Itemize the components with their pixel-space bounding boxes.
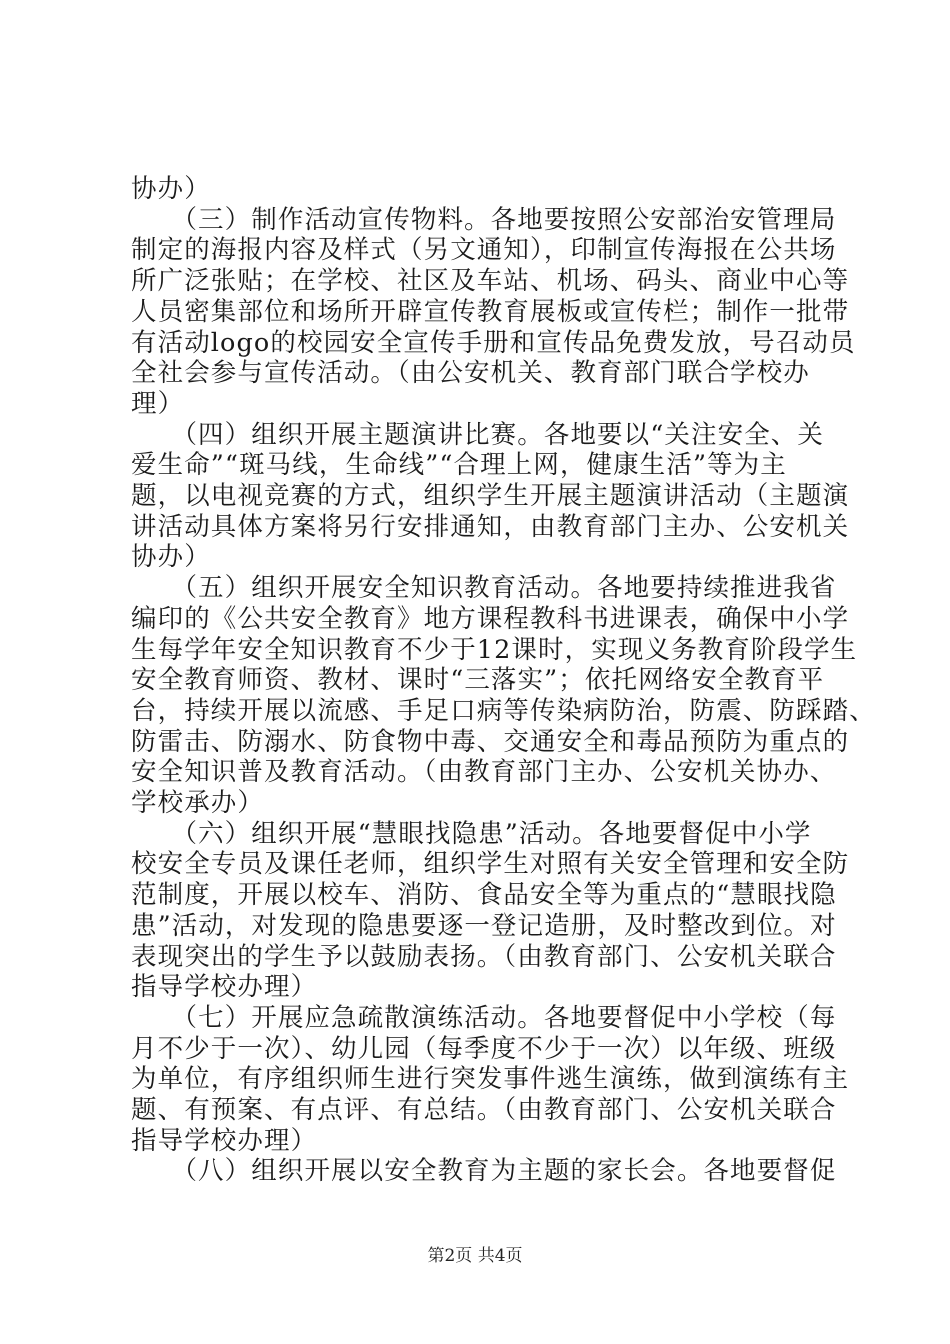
body-text-line: 爱生命”“斑马线，生命线”“合理上网，健康生活”等为主 xyxy=(131,450,787,481)
body-text-line: 防雷击、防溺水、防食物中毒、交通安全和毒品预防为重点的 xyxy=(131,726,850,757)
page-number-footer: 第2页 共4页 xyxy=(427,1246,523,1266)
body-text-line: 题、有预案、有点评、有总结。（由教育部门、公安机关联合 xyxy=(131,1095,837,1125)
body-text-line: 讲活动具体方案将另行安排通知，由教育部门主办、公安机关 xyxy=(131,511,850,542)
body-text-line: （八）组织开展以安全教育为主题的家长会。各地要督促 xyxy=(131,1156,837,1187)
body-text-line: 生每学年安全知识教育不少于12课时，实现义务教育阶段学生 xyxy=(131,634,858,665)
body-text-line: 为单位，有序组织师生进行突发事件逃生演练，做到演练有主 xyxy=(131,1064,850,1095)
body-text-line: 题，以电视竞赛的方式，组织学生开展主题演讲活动（主题演 xyxy=(131,481,850,511)
body-text-line: （四）组织开展主题演讲比赛。各地要以“关注安全、关 xyxy=(131,419,824,450)
body-text-line: 台，持续开展以流感、手足口病等传染病防治，防震、防踩踏、 xyxy=(131,695,876,726)
body-text-line: 协办） xyxy=(131,174,211,204)
body-text-line: 指导学校办理） xyxy=(131,1125,318,1156)
body-text-line: 患”活动，对发现的隐患要逐一登记造册，及时整改到位。对 xyxy=(131,910,837,941)
body-text-line: 编印的《公共安全教育》地方课程教科书进课表，确保中小学 xyxy=(131,603,850,634)
body-text-line: 指导学校办理） xyxy=(131,972,318,1003)
body-text-line: （五）组织开展安全知识教育活动。各地要持续推进我省 xyxy=(131,573,837,604)
body-text-line: 表现突出的学生予以鼓励表扬。（由教育部门、公安机关联合 xyxy=(131,941,837,972)
body-text-line: 人员密集部位和场所开辟宣传教育展板或宣传栏；制作一批带 xyxy=(131,296,850,327)
body-text-line: （三）制作活动宣传物料。各地要按照公安部治安管理局 xyxy=(131,204,837,235)
body-text-line: 全社会参与宣传活动。（由公安机关、教育部门联合学校办 xyxy=(131,358,810,389)
body-text-line: （六）组织开展“慧眼找隐患”活动。各地要督促中小学 xyxy=(131,818,812,849)
body-text-line: 安全知识普及教育活动。（由教育部门主办、公安机关协办、 xyxy=(131,757,837,788)
body-text-line: 校安全专员及课任老师，组织学生对照有关安全管理和安全防 xyxy=(131,849,850,880)
body-text-line: 安全教育师资、教材、课时“三落实”；依托网络安全教育平 xyxy=(131,665,825,696)
body-text-line: 协办） xyxy=(131,542,211,573)
body-text-line: 所广泛张贴；在学校、社区及车站、机场、码头、商业中心等 xyxy=(131,266,850,297)
body-text-line: 制定的海报内容及样式（另文通知），印制宣传海报在公共场 xyxy=(131,235,837,266)
body-text-line: 理） xyxy=(131,388,185,419)
body-text-line: （七）开展应急疏散演练活动。各地要督促中小学校（每 xyxy=(131,1002,837,1033)
body-text-line: 范制度，开展以校车、消防、食品安全等为重点的“慧眼找隐 xyxy=(131,880,837,911)
body-text-line: 月不少于一次）、幼儿园（每季度不少于一次）以年级、班级 xyxy=(131,1033,837,1064)
body-text-line: 有活动logo的校园安全宣传手册和宣传品免费发放，号召动员 xyxy=(131,327,856,358)
body-text-line: 学校承办） xyxy=(131,788,265,818)
